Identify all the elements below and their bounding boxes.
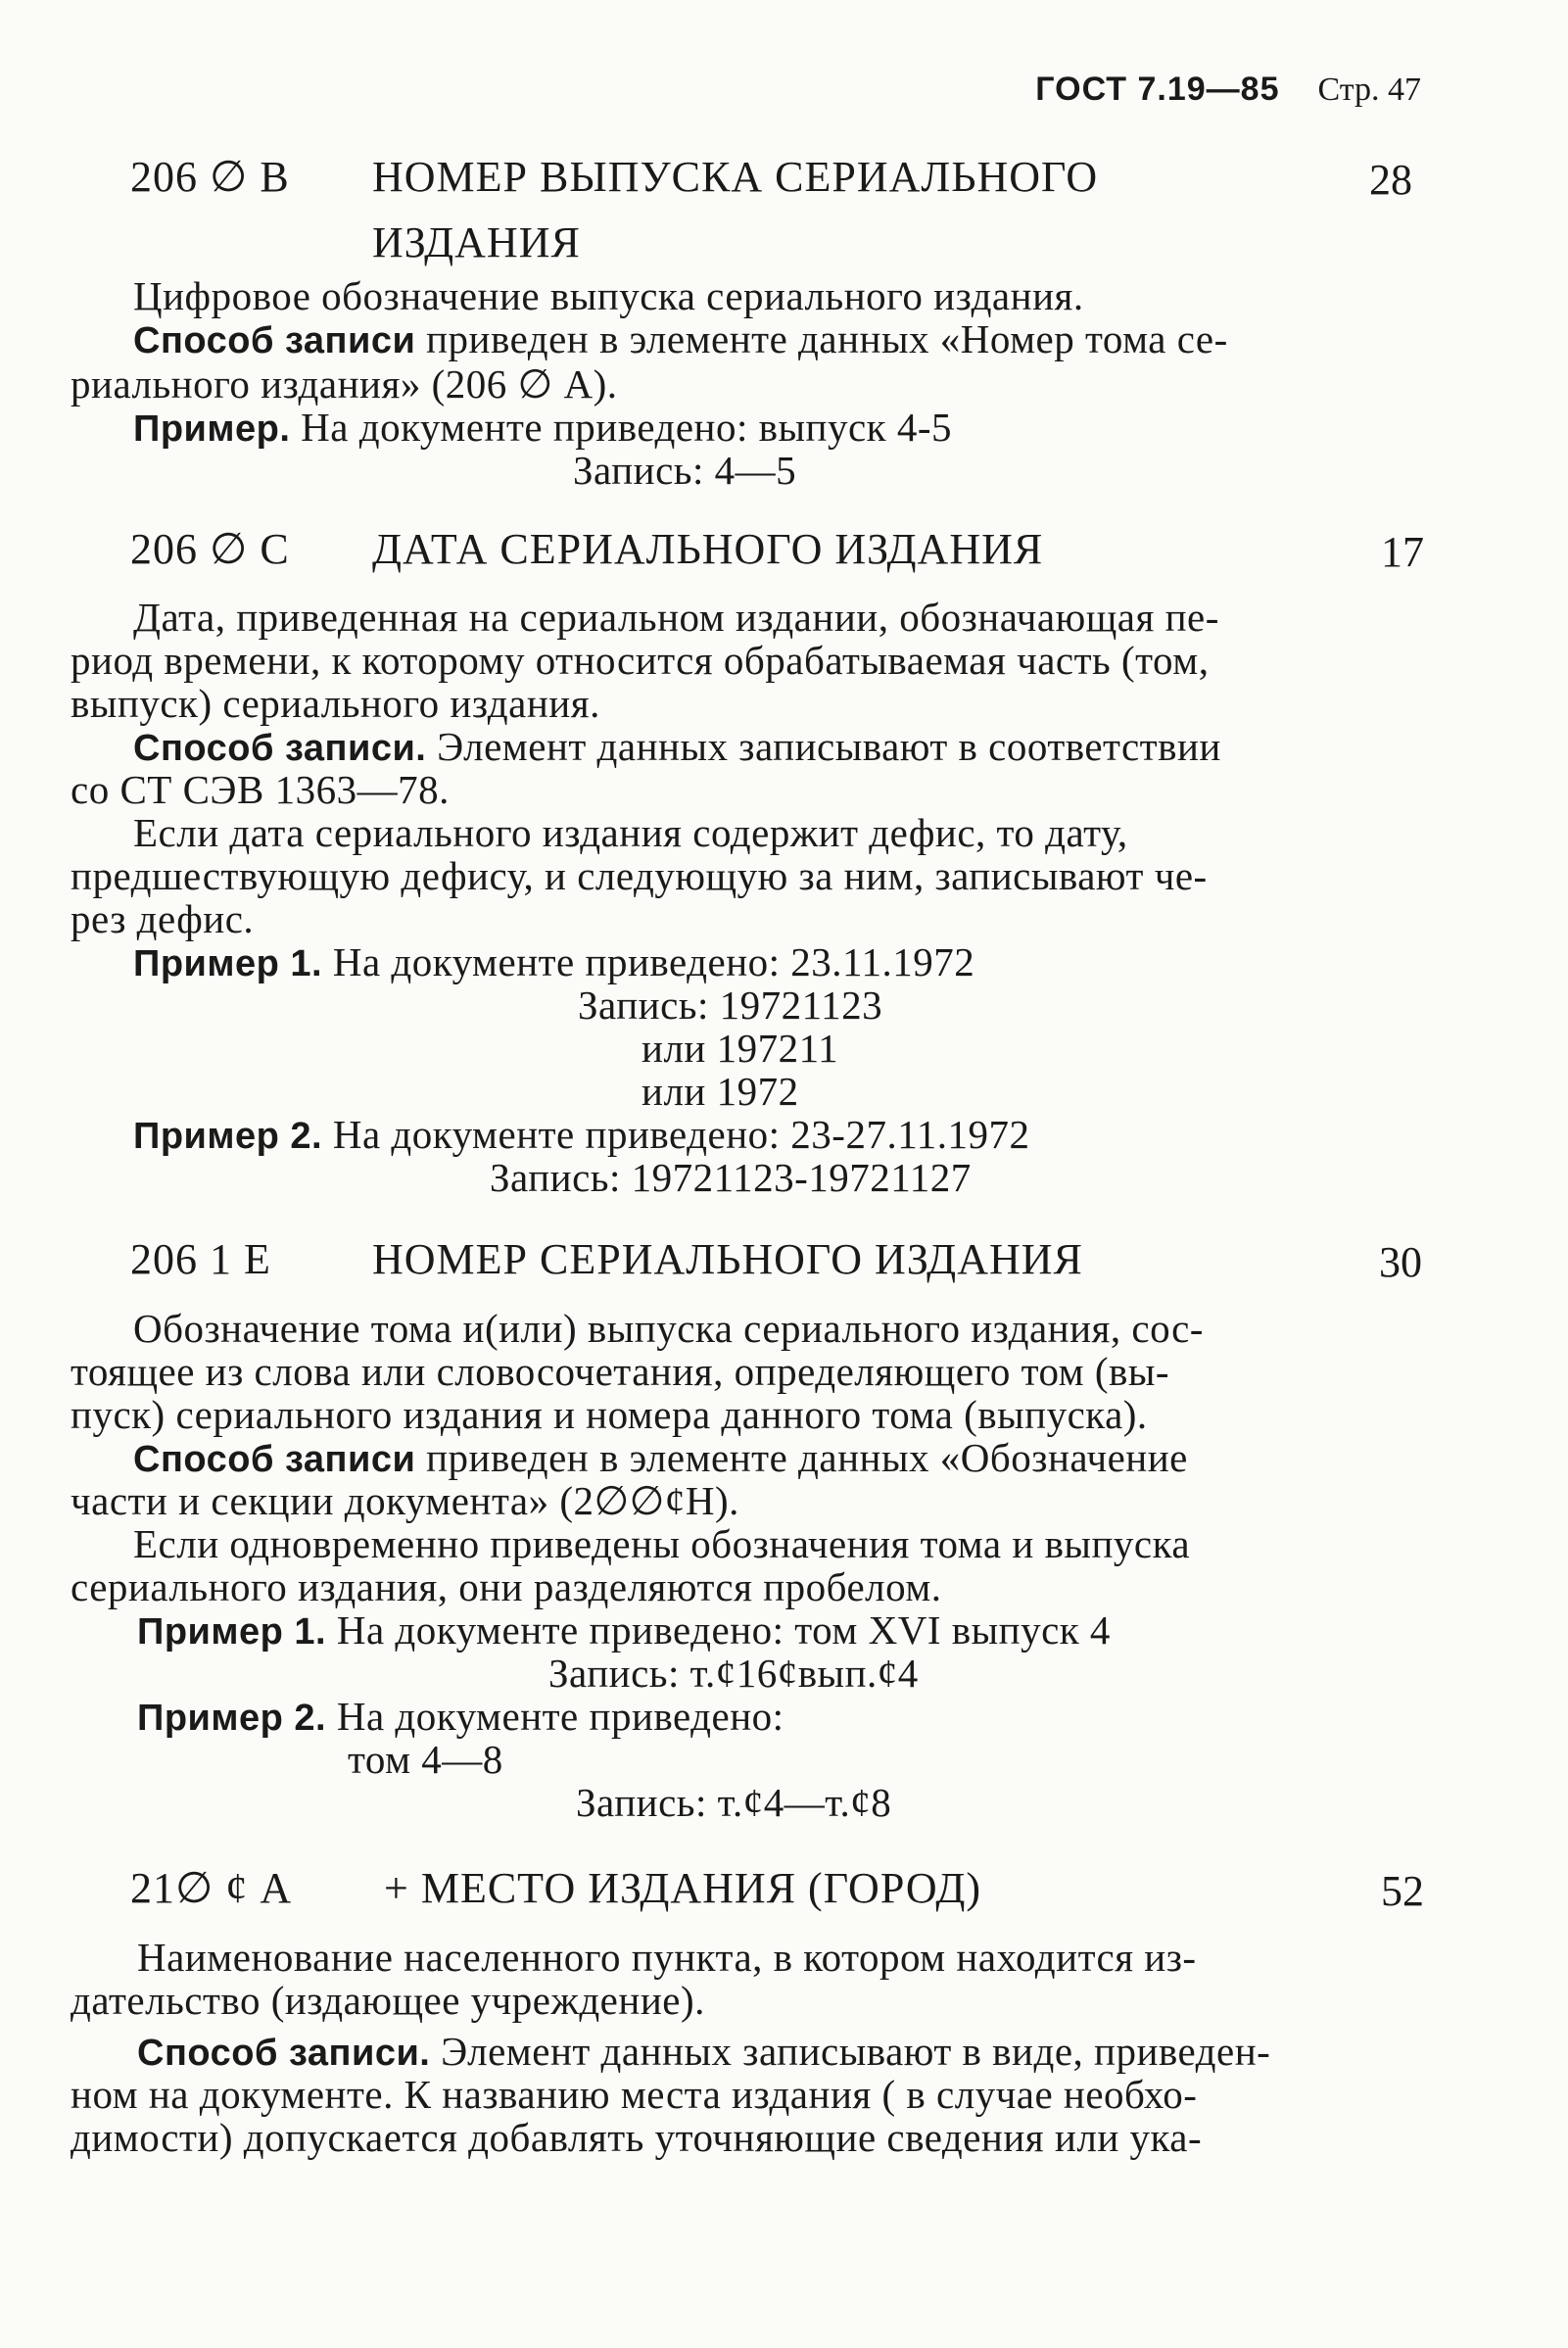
example-text: На документе приведено: [336, 1694, 784, 1739]
example-label: Пример 2. [137, 1698, 327, 1739]
section-2-ref: 17 [1381, 528, 1424, 576]
section-3-title: НОМЕР СЕРИАЛЬНОГО ИЗДАНИЯ [372, 1235, 1083, 1283]
section-4-code: 21∅ ¢ А [130, 1864, 293, 1912]
section-2-record-2: Запись: 19721123-19721127 [490, 1155, 972, 1200]
section-3-paragraph-line: Если одновременно приведены обозначения тома и выпуска [133, 1521, 1191, 1566]
example-text: На документе приведено: выпуск 4-5 [301, 405, 952, 450]
section-2-paragraph-line: предшествующую дефису, и следующую за ним, записывают че- [71, 853, 1208, 898]
section-2-code: 206 ∅ С [130, 525, 290, 573]
section-3-paragraph-line: сериального издания, они разделяются пробелом. [71, 1564, 942, 1609]
section-3-record: Запись: т.¢16¢вып.¢4 [548, 1651, 919, 1696]
section-3-example-1 [137, 1607, 1111, 1654]
section-2-method-cont: со СТ СЭВ 1363—78. [71, 767, 450, 812]
section-3-def-line: пуск) сериального издания и номера данного тома (выпуска). [71, 1392, 1148, 1437]
section-3-code: 206 1 Е [130, 1235, 271, 1283]
section-1-method-cont: риального издания» (206 ∅ А). [71, 361, 618, 407]
section-4-method [137, 2029, 1270, 2076]
example-text: На документе приведено: том XVI выпуск 4 [336, 1607, 1111, 1653]
section-2-record: Запись: 19721123 [578, 982, 883, 1028]
method-text: приведен в элементе данных «Обозначение [426, 1435, 1188, 1480]
section-2-example-1 [133, 939, 974, 986]
section-1-code: 206 ∅ В [130, 153, 290, 201]
example-label: Пример. [133, 408, 291, 450]
section-4-title: + МЕСТО ИЗДАНИЯ (ГОРОД) [384, 1864, 982, 1912]
section-3-example-2 [137, 1694, 784, 1741]
section-2-paragraph-line: Если дата сериального издания содержит дефис, то дату, [133, 810, 1128, 855]
section-1-record: Запись: 4—5 [573, 448, 797, 493]
section-3-ref: 30 [1379, 1238, 1422, 1286]
section-3-method [133, 1435, 1188, 1482]
section-2-paragraph-line: рез дефис. [71, 896, 255, 941]
example-text: На документе приведено: 23-27.11.1972 [332, 1112, 1030, 1157]
method-label: Способ записи [133, 320, 416, 361]
page-number: Стр. 47 [1317, 72, 1421, 108]
section-4-ref: 52 [1381, 1867, 1424, 1915]
example-label: Пример 1. [133, 943, 323, 984]
section-2-record-alt: или 197211 [641, 1026, 839, 1071]
section-1-definition: Цифровое обозначение выпуска сериального издания. [133, 273, 1084, 318]
section-4-method-line: ном на документе. К названию места издания ( в случае необхо- [71, 2072, 1198, 2117]
example-label: Пример 1. [137, 1611, 327, 1653]
section-1-example [133, 405, 952, 452]
running-header [1035, 71, 1421, 109]
standard-number: ГОСТ 7.19—85 [1035, 71, 1280, 108]
section-1-method [133, 316, 1417, 363]
section-2-method [133, 724, 1221, 771]
section-2-example-2 [133, 1112, 1029, 1159]
method-text: Элемент данных записывают в соответствии [437, 724, 1221, 769]
section-3-example-2-cont: том 4—8 [348, 1737, 503, 1782]
section-1-title: НОМЕР ВЫПУСКА СЕРИАЛЬНОГО [372, 153, 1099, 201]
section-3-record-2: Запись: т.¢4—т.¢8 [576, 1780, 892, 1825]
method-text: приведен в элементе данных «Номер тома се- [426, 316, 1228, 361]
section-2-def-line: Дата, приведенная на сериальном издании, обозначающая пе- [133, 595, 1219, 640]
section-2-title: ДАТА СЕРИАЛЬНОГО ИЗДАНИЯ [372, 525, 1044, 573]
section-1-title-cont: ИЗДАНИЯ [372, 218, 581, 266]
section-2-def-line: риод времени, к которому относится обрабатываемая часть (том, [71, 638, 1210, 683]
section-3-def-line: Обозначение тома и(или) выпуска сериального издания, сос- [133, 1306, 1204, 1351]
example-text: На документе приведено: 23.11.1972 [332, 939, 975, 984]
example-label: Пример 2. [133, 1116, 323, 1157]
section-4-def-line: дательство (издающее учреждение). [71, 1978, 705, 2023]
section-2-record-alt: или 1972 [641, 1069, 799, 1114]
method-label: Способ записи. [133, 728, 427, 769]
section-2-def-line: выпуск) сериального издания. [71, 681, 600, 726]
section-1-ref: 28 [1369, 156, 1412, 204]
section-3-def-line: тоящее из слова или словосочетания, определяющего том (вы- [71, 1349, 1170, 1394]
method-label: Способ записи. [137, 2033, 431, 2074]
section-4-def-line: Наименование населенного пункта, в котором находится из- [137, 1935, 1197, 1980]
section-3-method-cont: части и секции документа» (2∅∅¢Н). [71, 1478, 739, 1523]
method-text: Элемент данных записывают в виде, приведен- [441, 2029, 1271, 2074]
section-4-method-line: димости) допускается добавлять уточняющие сведения или ука- [71, 2115, 1203, 2160]
method-label: Способ записи [133, 1439, 416, 1480]
